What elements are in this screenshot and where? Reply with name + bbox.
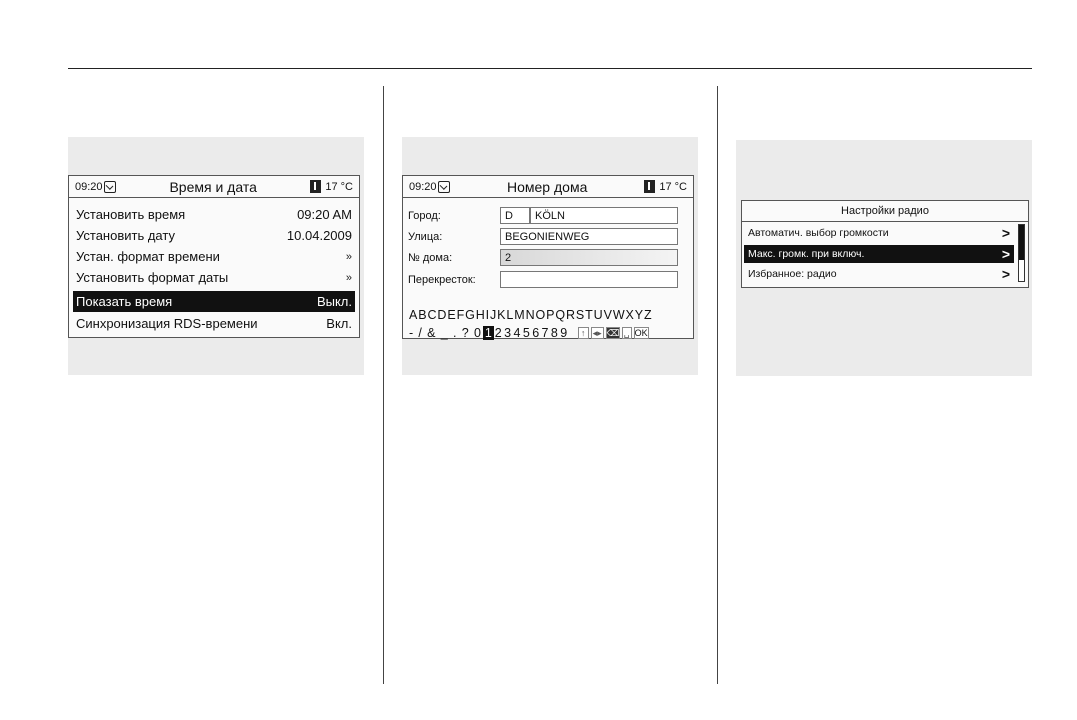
- city-field[interactable]: KÖLN: [530, 207, 678, 224]
- status-bar: [69, 176, 359, 198]
- menu-row-label: Установить время: [76, 207, 186, 222]
- menu-row-date-format[interactable]: [73, 267, 355, 288]
- screen-title: Номер дома: [507, 178, 588, 195]
- chevron-right-icon: >: [1001, 225, 1010, 241]
- submenu-arrow-icon: »: [345, 250, 352, 263]
- menu-row-label: Установить формат даты: [76, 270, 229, 285]
- menu-row-label: Автоматич. выбор громкости: [748, 227, 889, 239]
- clock-check-icon: [104, 181, 116, 193]
- menu-row-label: Устан. формат времени: [76, 249, 220, 264]
- street-field[interactable]: BEGONIENWEG: [500, 228, 678, 245]
- thermometer-icon: [310, 180, 321, 193]
- backspace-icon[interactable]: ⌫: [606, 328, 620, 338]
- cursor-move-icon[interactable]: ◂▸: [592, 328, 602, 338]
- screen-title: Настройки радио: [742, 201, 1028, 222]
- scrollbar-thumb[interactable]: [1019, 225, 1024, 260]
- keyboard-selected-key[interactable]: 1: [484, 326, 492, 340]
- menu-row-value: Вкл.: [326, 316, 352, 331]
- field-label: Улица:: [408, 230, 443, 243]
- keyboard-digits-row: [409, 326, 649, 340]
- keyboard-digits[interactable]: 23456789: [494, 326, 570, 340]
- clock-time: 09:20: [409, 180, 437, 193]
- menu-row-label: Установить дату: [76, 228, 175, 243]
- keyboard-letters[interactable]: ABCDEFGHIJKLMNOPQRSTUVWXYZ: [409, 308, 653, 322]
- field-label: Город:: [408, 209, 441, 222]
- space-icon[interactable]: ␣: [622, 327, 632, 339]
- column-divider-2: [717, 86, 718, 684]
- menu-row-value: 10.04.2009: [286, 228, 352, 243]
- menu-row-value: 09:20 AM: [297, 207, 352, 222]
- outside-temperature: 17 °C: [659, 180, 687, 193]
- status-bar: [403, 176, 693, 198]
- submenu-arrow-icon: »: [345, 271, 352, 284]
- menu-row-time-format[interactable]: [73, 246, 355, 267]
- menu-row-label: Синхронизация RDS-времени: [76, 316, 258, 331]
- thermometer-icon: [644, 180, 655, 193]
- radio-settings-screen: [741, 200, 1029, 288]
- form-row-house-number: [408, 248, 688, 267]
- menu-row-value: Выкл.: [316, 294, 352, 309]
- field-label: Перекресток:: [408, 273, 476, 286]
- form-row-crossroad: [408, 270, 688, 289]
- page-top-rule: [68, 68, 1032, 69]
- country-field[interactable]: D: [500, 207, 530, 224]
- outside-temperature: 17 °C: [325, 180, 353, 193]
- menu-row-label: Показать время: [76, 294, 173, 309]
- clock-check-icon: [438, 181, 450, 193]
- scrollbar[interactable]: [1018, 224, 1025, 282]
- form-row-city: [408, 206, 688, 225]
- menu-row-radio-favourites[interactable]: [744, 265, 1014, 283]
- crossroad-field[interactable]: [500, 271, 678, 288]
- menu-row-set-time[interactable]: [73, 204, 355, 225]
- menu-row-auto-volume[interactable]: [744, 224, 1014, 242]
- clock-time: 09:20: [75, 180, 103, 193]
- menu-row-set-date[interactable]: [73, 225, 355, 246]
- menu-row-label: Макс. громк. при включ.: [748, 248, 865, 260]
- chevron-right-icon: >: [1001, 266, 1010, 282]
- menu-row-max-startup-volume[interactable]: [744, 245, 1014, 263]
- form-row-street: [408, 227, 688, 246]
- chevron-right-icon: >: [1001, 246, 1010, 262]
- house-number-screen: [402, 175, 694, 339]
- house-number-field[interactable]: 2: [500, 249, 678, 266]
- menu-row-rds-sync[interactable]: [73, 313, 355, 334]
- shift-icon[interactable]: ↑: [578, 327, 589, 339]
- menu-row-show-time[interactable]: [73, 291, 355, 312]
- screen-title: Время и дата: [169, 178, 257, 195]
- time-date-screen: [68, 175, 360, 338]
- menu-row-label: Избранное: радио: [748, 268, 837, 280]
- keyboard-symbols[interactable]: - / & _ . ? 0: [409, 326, 482, 340]
- field-label: № дома:: [408, 251, 453, 264]
- column-divider-1: [383, 86, 384, 684]
- ok-button[interactable]: OK: [634, 328, 648, 338]
